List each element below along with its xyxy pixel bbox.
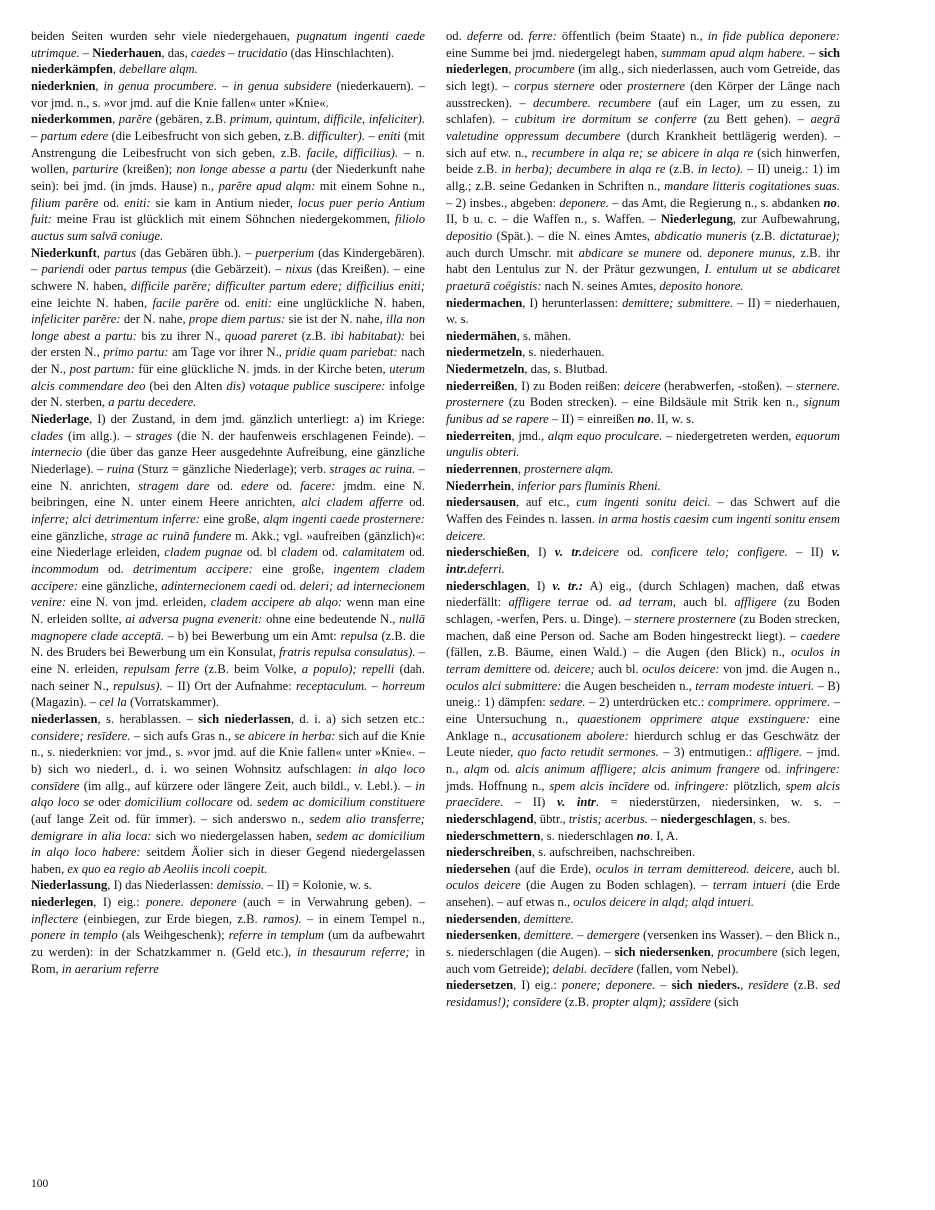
right-column	[446, 28, 840, 1011]
dictionary-entry: niederschießen, I) v. tr.deicere od. conficere telo; configere. – II) v. intr.deferri.	[446, 545, 841, 576]
dictionary-entry: niederknien, in genua procumbere. – in genua subsidere (niederkauern). – vor jmd. n., s. »vor jmd. auf die Knie fallen« unter »Knie«.	[31, 78, 425, 110]
dictionary-entry: niederrennen, prosternere alqm.	[446, 462, 614, 477]
dictionary-entry: niedersetzen, I) eig.: ponere; deponere. – sich nieders., resīdere (z.B. sed residamus!); consīdere (z.B. propter alqm); assīdere (sich	[446, 978, 841, 1010]
dictionary-entry: niederreißen, I) zu Boden reißen: deicere (herabwerfen, -stoßen). – sternere. prosternere (zu Boden strecken). – eine Bildsäule mit Strik ken n., signum funibus ad se rapere – II) = einreißen no. II, w. s.	[446, 378, 840, 427]
dictionary-entry: niedermähen, s. mähen.	[446, 328, 571, 343]
page-number: 100	[31, 1178, 49, 1190]
dictionary-entry: niederlegen, I) eig.: ponere. deponere (auch = in Verwahrung geben). – inflectere (einbiegen, zur Erde biegen, z.B. ramos). – in einem Tempel n., ponere in templo (als Weihgeschenk); referre in templum (um da aufbewahrt zu werden): in der Schatzkammer n. (Geld etc.), in thesaurum referre; in Rom, in aerarium referre	[31, 895, 426, 976]
dictionary-entry: niedersausen, auf etc., cum ingenti sonitu deici. – das Schwert auf die Waffen des Feindes n. lassen. in arma hostis caesim cum ingenti sonitu ensem deicere.	[446, 495, 840, 543]
dictionary-entry: Niederrhein, inferior pars fluminis Rheni.	[446, 478, 661, 493]
dictionary-entry: niederkämpfen, debellare alqm.	[31, 62, 198, 77]
dictionary-entry: Niedermetzeln, das, s. Blutbad.	[446, 362, 608, 377]
dictionary-entry: beiden Seiten wurden sehr viele niedergehauen, pugnatum ingenti caede utrimque. – Niederhauen, das, caedes – trucidatio (das Hinschlachten).	[31, 29, 425, 60]
dictionary-entry: Niederlassung, I) das Niederlassen: demissio. – II) = Kolonie, w. s.	[31, 878, 373, 893]
dictionary-entry: niedermachen, I) herunterlassen: demittere; submittere. – II) = niederhauen, w. s.	[446, 295, 840, 327]
dictionary-entry: niedersenken, demittere. – demergere (versenken ins Wasser). – den Blick n., s. niederschlagen (die Augen). – sich niedersenken, procumbere (sich legen, auch vom Getreide); delabi. decīdere (fallen, vom Nebel).	[446, 928, 841, 976]
dictionary-entry: Niederlage, I) der Zustand, in dem jmd. gänzlich unterliegt: a) im Kriege: clades (im allg.). – strages (die N. der haufenweis erschlagenen Feinde). – internecio (die über das ganze Heer ausgedehnte Aufreibung, eine gänzliche Niederlage). – ruina (Sturz = gänzliche Niederlage); verb. strages ac ruina. – eine N. anrichten, stragem dare od. edere od. facere: jmdm. eine N. beibringen, eine N. unter einem Heere anrichten, alci cladem afferre od. inferre; alci detrimentum inferre: eine große, alqm ingenti caede prosternere: eine gänzliche, strage ac ruinā fundere m. Akk.; vgl. »aufreiben (gänzlich)«: eine Niederlage erleiden, cladem pugnae od. bl cladem od. calamitatem od. incommodum od. detrimentum accipere: eine große, ingentem cladem accipere: eine gänzliche, adinternecionem caedi od. deleri; ad internecionem venire: eine N. von jmd. erleiden, cladem accipere ab alqo: wenn man eine N. erleiden sollte, ai adversa pugna evenerit: ohne eine bedeutende N., nullā magnopere clade acceptā. – b) bei Bewerbung um ein Amt: repulsa (z.B. die N. des Bruders bei Bewerbung um ein Konsulat, fratris repulsa consulatus). – eine N. erleiden, repulsam ferre (z.B. beim Volke, a populo); repelli (dah. nach seiner N., repulsus). – II) Ort der Aufnahme: receptaculum. – horreum (Magazin). – cel la (Vorratskammer).	[31, 412, 426, 710]
dictionary-entry: niederreiten, jmd., alqm equo proculcare. – niedergetreten werden, equorum ungulis obteri.	[446, 428, 840, 460]
dictionary-entry: niederlassen, s. herablassen. – sich niederlassen, d. i. a) sich setzen etc.: considere; resīdere. – sich aufs Gras n., se abicere in herba: sich auf die Knie n., s. niederknien: vor jmd., s. »vor jmd. auf die Knie fallen« unter »Knie«. – b) sich wo niederl., d. i. wo seinen Wohnsitz aufschlagen: in alqo loco consīdere (im allg., auf kürzere oder längere Zeit, auch bildl., v. Lebl.). – in alqo loco se oder domicilium collocare od. sedem ac domicilium constituere (auf lange Zeit od. für immer). – sich anderswo n., sedem alio transferre; demigrare in alia loca: sich wo niedergelassen haben, sedem ac domicilium in alqo loco habere: seitdem Äolier sich in dieser Gegend niedergelassen haben, ex quo ea regio ab Aeoliis incoli coepit.	[31, 711, 425, 876]
dictionary-entry: niedersenden, demittere.	[446, 911, 574, 926]
left-column	[31, 28, 425, 977]
dictionary-entry: niederschmettern, s. niederschlagen no. I, A.	[446, 828, 679, 843]
dictionary-entry: niedersehen (auf die Erde), oculos in terram demittereod. deicere, auch bl. oculos deicere (die Augen zu Boden schlagen). – terram intueri (die Erde ansehen). – auf etwas n., oculos deicere in alqd; alqd intueri.	[446, 861, 841, 910]
dictionary-entry: niederschlagen, I) v. tr.: A) eig., (durch Schlagen) machen, daß etwas niederfällt: affligere terrae od. ad terram, auch bl. affligere (zu Boden schlagen, -werfen, Pers. u. Dinge). – sternere prosternere (zu Boden strecken, machen, daß eine Person od. Sache am Boden hingestreckt liegt). – caedere (fällen, z.B. Bäume, einen Wald.) – die Augen (den Blick) n., oculos in terram demittere od. deicere; auch bl. oculos deicere: von jmd. die Augen n., oculos alci submittere: die Augen bescheiden n., terram modeste intueri. – B) uneig.: 1) dämpfen: sedare. – 2) unterdrücken etc.: comprimere. opprimere. – eine Untersuchung n., quaestionem opprimere atque exstinguere: eine Anklage n., accusationem abolere: hierdurch schlug er das Geschwätz der Leute nieder, quo facto retudit sermones. – 3) entmutigen.: affligere. – jmd. n., alqm od. alcis animum affligere; alcis animum frangere od. infringere: jmds. Hoffnung n., spem alcis incīdere od. infringere: plötzlich, spem alcis praecīdere. – II) v. intr. = niederstürzen, niedersinken, w. s. – niederschlagend, übtr., tristis; acerbus. – niedergeschlagen, s. bes.	[446, 578, 841, 826]
dictionary-entry: niederkommen, parĕre (gebären, z.B. primum, quintum, difficile, infeliciter). – partum edere (die Leibesfrucht von sich geben, z.B. difficulter). – eniti (mit Anstrengung die Leibesfrucht von sich geben, z.B. facile, difficilius). – n. wollen, parturire (kreißen); non longe abesse a partu (der Niederkunft nahe sein): bei jmd. (in jmds. Hause) n., parĕre apud alqm: mit einem Sohne n., filium parĕre od. eniti: sie kam in Antium nieder, locus puer perio Antium fuit: meine Frau ist glücklich mit einem Söhnchen niedergekommen, filiolo auctus sum salvā coniuge.	[31, 112, 425, 243]
dictionary-entry: niedermetzeln, s. niederhauen.	[446, 345, 605, 360]
dictionary-entry: od. deferre od. ferre: öffentlich (beim Staate) n., in fide publica deponere: eine Summe bei jmd. niedergelegt haben, summam apud alqm habere. – sich niederlegen, procumbere (im allg., sich niederlassen, auch vom Getreide, das sich legt). – corpus sternere oder prosternere (den Körper der Länge nach ausstrecken). – decumbere. recumbere (auf ein Lager, um zu essen, zu schlafen). – cubitum ire dormitum se conferre (zu Bett gehen). – aegrā valetudine oppressum decumbere (durch Krankheit bettlägerig werden). – sich auf etw. n., recumbere in alqa re; se abicere in alqa re (sich hinwerfen, beide z.B. in herba); decumbere in alqa re (z.B. in lecto). – II) uneig.: 1) im allg.; z.B. seine Gedanken in Schriften n., mandare litteris cogitationes suas. – 2) insbes., abgeben: deponere. – das Amt, die Regierung n., s. abdanken no. II, b u. c. – die Waffen n., s. Waffen. – Niederlegung, zur Aufbewahrung, depositio (Spät.). – die N. eines Amtes, abdicatio muneris (z.B. dictaturae); auch durch Umschr. mit abdicare se munere od. deponere munus, z.B. ihr habt den Lentulus zur N. der Prätur gezwungen, I. entulum ut se abdicaret praeturā coëgistis: nach N. seines Amtes, deposito honore.	[446, 29, 841, 293]
dictionary-entry: Niederkunft, partus (das Gebären übh.). – puerperium (das Kindergebären). – pariendi oder partus tempus (die Gebärzeit). – nixus (das Kreißen). – eine schwere N. haben, difficile parĕre; difficulter partum edere; difficilius eniti; eine leichte N. haben, facile parĕre od. eniti: eine unglückliche N. haben, infeliciter parĕre: der N. nahe, prope diem partus: sie ist der N. nahe, illa non longe abest a partu: bis zu ihrer N., quoad pareret (z.B. ibi habitabat): bei der ersten N., primo partu: am Tage vor ihrer N., pridie quam pariebat: nach der N., post partum: für eine glückliche N. jmds. in der Kirche beten, uterum alcis commendare deo (bei den Alten dis) votaque publice suscipere: infolge der N. sterben, a partu decedere.	[31, 245, 426, 410]
dictionary-entry: niederschreiben, s. aufschreiben, nachschreiben.	[446, 845, 696, 860]
